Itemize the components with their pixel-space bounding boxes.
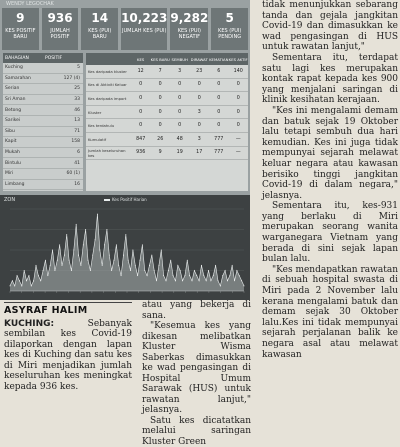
district-name: Limbang: [3, 182, 49, 187]
district-value: 16: [49, 182, 83, 187]
district-value: 158: [49, 139, 83, 144]
chart-data-point: [236, 270, 237, 271]
cluster-name: Jumlah keseluruhan kes: [86, 148, 131, 158]
chart-data-point: [222, 275, 223, 276]
column-header: KES AKTIF: [229, 57, 249, 62]
chart-data-point: [121, 275, 122, 276]
district-value: 5: [49, 65, 83, 70]
table-cell: 0: [150, 82, 170, 87]
stat-new-pui: [81, 8, 118, 50]
table-row: [3, 105, 83, 116]
table-cell: 0: [170, 96, 190, 101]
cluster-name: Kes daripada kluster: [86, 69, 131, 74]
chart-data-point: [95, 239, 96, 240]
lead-paragraph: [0, 319, 138, 393]
table-row: [86, 147, 248, 161]
chart-data-point: [213, 275, 214, 276]
district-name: Mukah: [3, 150, 49, 155]
chart-data-point: [17, 275, 18, 276]
column-header: KEMATIAN: [209, 57, 229, 62]
district-name: Betong: [3, 108, 49, 113]
chart-data-point: [54, 270, 55, 271]
chart-data-point: [92, 255, 93, 256]
table-row: [3, 169, 83, 180]
table-row: [3, 63, 83, 74]
district-value: 46: [49, 108, 83, 113]
chart-data-point: [173, 275, 174, 276]
chart-data-point: [99, 250, 100, 251]
covid-infographic: [0, 0, 250, 300]
chart-data-point: [85, 229, 86, 230]
table-cell: 0: [189, 82, 209, 87]
column-header: SEMBUH: [170, 57, 190, 62]
stat-value: 9,282: [170, 8, 208, 25]
stat-label: KES (PUI) PENDING: [211, 25, 248, 40]
paragraph: "Kes ini mengalami demam dan batuk sejak 19 Oktober lalu tetapi sembuh dua hari kemudian. Kes ini juga tidak mempunyai sejarah melawat keluar negara atau kawasan berisiko tinggi jangkitan Covid-19 di dalam negara," jelasnya.: [258, 106, 400, 201]
chart-data-point: [62, 265, 63, 266]
stat-label: KES (PUI) BARU: [81, 25, 118, 40]
chart-data-point: [140, 260, 141, 261]
paragraph: atau yang bekerja di sana.: [140, 300, 253, 321]
author-byline: ASYRAF HALIM: [0, 305, 138, 319]
district-name: Samarahan: [3, 76, 49, 81]
chart-data-point: [196, 275, 197, 276]
chart-data-point: [128, 260, 129, 261]
stat-pending-pui: [211, 8, 248, 50]
chart-data-point: [57, 260, 58, 261]
district-name: Kuching: [3, 65, 49, 70]
district-name: Sibu: [3, 129, 49, 134]
chart-data-point: [227, 280, 228, 281]
district-value: 25: [49, 86, 83, 91]
chart-data-point: [130, 270, 131, 271]
table-cell: 0: [150, 96, 170, 101]
chart-data-point: [43, 270, 44, 271]
chart-data-point: [50, 265, 51, 266]
stat-value: 14: [81, 8, 118, 25]
chart-data-point: [194, 270, 195, 271]
chart-data-point: [210, 280, 211, 281]
chart-data-point: [66, 234, 67, 235]
chart-data-point: [90, 270, 91, 271]
column-header: KES BARU: [150, 57, 170, 62]
chart-data-point: [125, 234, 126, 235]
table-cell: 3: [189, 110, 209, 115]
chart-data-point: [36, 265, 37, 266]
district-value: 13: [49, 118, 83, 123]
chart-data-point: [45, 260, 46, 261]
cluster-name: Kes daripada import: [86, 96, 131, 101]
stat-value: 5: [211, 8, 248, 25]
paragraph: "Kesemua kes yang dikesan melibatkan Kluster Wisma Saberkas dimasukkan ke wad pengasingan di Hospital Umum Sarawak (HUS) untuk rawatan lanjut," jelasnya.: [140, 321, 253, 416]
chart-data-point: [154, 270, 155, 271]
chart-data-point: [52, 250, 53, 251]
table-cell: 0: [209, 110, 229, 115]
table-row: [3, 84, 83, 95]
chart-data-point: [109, 255, 110, 256]
table-cell: 0: [170, 110, 190, 115]
table-cell: 0: [229, 110, 249, 115]
table-cell: 0: [229, 123, 249, 128]
paragraph: Sementara itu, kes-931 yang berlaku di Miri merupakan seorang wanita warganegara Vietnam yang berada di sini sejak lapan bulan lalu.: [258, 201, 400, 265]
dateline: KUCHING:: [4, 319, 54, 329]
chart-data-point: [123, 255, 124, 256]
chart-data-point: [19, 280, 20, 281]
chart-data-point: [73, 250, 74, 251]
chart-data-point: [187, 260, 188, 261]
table-cell: 3: [170, 69, 190, 74]
district-table-header: [3, 53, 83, 63]
table-cell: 0: [209, 82, 229, 87]
chart-data-point: [218, 280, 219, 281]
table-row: [86, 119, 248, 133]
table-cell: 140: [229, 69, 249, 74]
chart-data-point: [244, 285, 245, 286]
chart-data-point: [33, 280, 34, 281]
table-row: [86, 65, 248, 79]
district-name: Serian: [3, 86, 49, 91]
article-middle-column: [140, 300, 253, 400]
table-cell: 17: [189, 150, 209, 155]
chart-data-point: [232, 265, 233, 266]
chart-data-point: [241, 280, 242, 281]
paragraph: tidak menunjukkan sebarang tanda dan gejala jangkitan Covid-19 dan dimasukkan ke wad pengasingan di HUS untuk rawatan lanjut,": [258, 0, 400, 53]
stat-value: 10,223: [121, 8, 167, 25]
chart-data-point: [80, 265, 81, 266]
chart-data-point: [31, 285, 32, 286]
chart-series-area: [10, 214, 244, 291]
table-cell: 23: [189, 69, 209, 74]
district-value: 127 (4): [49, 76, 83, 81]
article-lead-column: [0, 302, 138, 400]
table-cell: 0: [131, 110, 151, 115]
chart-data-point: [116, 244, 117, 245]
chart-data-point: [137, 275, 138, 276]
stat-negative-pui: [170, 8, 208, 50]
table-cell: 0: [189, 123, 209, 128]
table-cell: 48: [170, 137, 190, 142]
chart-data-point: [40, 280, 41, 281]
chart-data-point: [114, 260, 115, 261]
chart-data-point: [161, 250, 162, 251]
table-row: [3, 74, 83, 85]
chart-data-point: [206, 280, 207, 281]
table-cell: 0: [170, 123, 190, 128]
cluster-table-header: [86, 53, 248, 65]
chart-canvas: [0, 195, 250, 300]
chart-data-point: [180, 270, 181, 271]
chart-data-point: [144, 270, 145, 271]
table-cell: 0: [150, 123, 170, 128]
chart-data-point: [215, 265, 216, 266]
infographic-source: WENDY LEGOCHAK: [6, 1, 54, 7]
column-header: BAHAGIAN: [3, 56, 43, 61]
column-header: DIRAWAT: [189, 57, 209, 62]
table-cell: 0: [131, 123, 151, 128]
paragraph: "Kes mendapatkan rawatan di sebuah hospital swasta di Miri pada 2 November lalu kerana mengalami batuk dan demam sejak 30 Oktober lalu.Kes ini tidak mempunyai sejarah perjalanan balik ke negara asal atau melawat kawasan: [258, 265, 400, 360]
table-row: [3, 127, 83, 138]
table-cell: 26: [150, 137, 170, 142]
chart-data-point: [38, 275, 39, 276]
chart-data-point: [88, 260, 89, 261]
district-rows: [3, 63, 83, 190]
table-cell: 0: [150, 110, 170, 115]
chart-data-point: [175, 280, 176, 281]
chart-data-point: [147, 275, 148, 276]
chart-data-point: [239, 275, 240, 276]
stat-label: KES (PUI) NEGATIF: [170, 25, 208, 40]
chart-data-point: [69, 260, 70, 261]
district-name: Sarikei: [3, 118, 49, 123]
chart-data-point: [12, 280, 13, 281]
table-cell: 0: [170, 82, 190, 87]
chart-data-point: [199, 280, 200, 281]
table-cell: 777: [209, 150, 229, 155]
table-row: [86, 133, 248, 147]
table-cell: —: [229, 137, 249, 142]
chart-data-point: [132, 250, 133, 251]
table-cell: 777: [209, 137, 229, 142]
table-row: [86, 106, 248, 120]
cluster-name: Kluster: [86, 110, 131, 115]
chart-data-point: [163, 275, 164, 276]
chart-legend: Kes Positif Harian: [112, 197, 147, 202]
chart-data-point: [156, 280, 157, 281]
chart-data-point: [229, 275, 230, 276]
chart-data-point: [78, 255, 79, 256]
table-cell: 0: [131, 96, 151, 101]
chart-data-point: [104, 244, 105, 245]
stat-total-positive: [42, 8, 79, 50]
chart-data-point: [102, 265, 103, 266]
chart-data-point: [192, 280, 193, 281]
chart-data-point: [59, 244, 60, 245]
column-header: POSITIF: [43, 56, 83, 61]
chart-data-point: [14, 285, 15, 286]
chart-data-point: [182, 280, 183, 281]
table-row: [86, 79, 248, 93]
table-cell: 19: [170, 150, 190, 155]
chart-data-point: [135, 265, 136, 266]
article-right-column: [258, 0, 400, 400]
district-name: Bintulu: [3, 161, 49, 166]
chart-data-point: [106, 229, 107, 230]
paragraph: Satu kes dicatatkan melalui saringan Kluster Green: [140, 416, 253, 447]
district-value: 41: [49, 161, 83, 166]
chart-data-point: [234, 280, 235, 281]
chart-data-point: [166, 280, 167, 281]
table-row: [86, 92, 248, 106]
column-header: KES: [131, 57, 151, 62]
chart-data-point: [10, 285, 11, 286]
district-name: Sri Aman: [3, 97, 49, 102]
chart-data-point: [170, 260, 171, 261]
chart-data-point: [184, 275, 185, 276]
table-cell: 3: [189, 137, 209, 142]
table-cell: —: [229, 150, 249, 155]
stat-total-pui: [121, 8, 167, 50]
chart-data-point: [149, 265, 150, 266]
chart-data-point: [64, 255, 65, 256]
table-row: [3, 158, 83, 169]
table-cell: 0: [189, 96, 209, 101]
chart-data-point: [118, 265, 119, 266]
table-cell: 0: [131, 82, 151, 87]
stat-label: KES POSITIF BARU: [2, 25, 39, 40]
table-cell: 0: [229, 82, 249, 87]
chart-data-point: [24, 270, 25, 271]
chart-data-point: [83, 244, 84, 245]
cluster-rows: [86, 65, 248, 160]
district-value: 60 (1): [49, 171, 83, 176]
chart-zone-label: ZON: [4, 197, 15, 203]
daily-cases-chart: [0, 195, 250, 300]
chart-data-point: [158, 265, 159, 266]
chart-data-point: [177, 265, 178, 266]
chart-data-point: [76, 224, 77, 225]
stat-new-positive: [2, 8, 39, 50]
table-row: [3, 180, 83, 191]
chart-data-point: [47, 275, 48, 276]
section-rule: [4, 302, 132, 303]
chart-data-point: [71, 270, 72, 271]
table-cell: 0: [209, 96, 229, 101]
chart-data-point: [97, 214, 98, 215]
chart-data-point: [168, 270, 169, 271]
district-name: Miri: [3, 171, 49, 176]
stat-label: JUMLAH POSITIF: [42, 25, 79, 40]
district-value: 71: [49, 129, 83, 134]
cluster-table: [86, 53, 248, 191]
chart-data-point: [21, 285, 22, 286]
table-row: [3, 148, 83, 159]
stat-value: 936: [42, 8, 79, 25]
chart-data-point: [189, 275, 190, 276]
table-cell: 847: [131, 137, 151, 142]
chart-data-point: [111, 270, 112, 271]
table-row: [3, 137, 83, 148]
district-table: [3, 53, 83, 191]
chart-data-point: [151, 255, 152, 256]
stat-value: 9: [2, 8, 39, 25]
cluster-name: Kes terdahulu: [86, 123, 131, 128]
district-name: Kapit: [3, 139, 49, 144]
chart-data-point: [201, 265, 202, 266]
paragraph: Sementara itu, terdapat satu lagi kes merupakan kontak rapat kepada kes 900 yang menjalani saringan di klinik kesihatan kerajaan.: [258, 53, 400, 106]
cluster-name: Kes di Aktiviti Keluar: [86, 82, 131, 87]
chart-data-point: [208, 270, 209, 271]
district-value: 6: [49, 150, 83, 155]
chart-legend-swatch: [104, 199, 110, 201]
chart-data-point: [225, 270, 226, 271]
chart-data-point: [26, 280, 27, 281]
table-cell: 0: [229, 96, 249, 101]
stat-label: JUMLAH KES (PUI): [121, 25, 167, 34]
lead-text: Sebanyak sembilan kes Covid-19 dilaporkan dengan lapan kes di Kuching dan satu kes di Miri menjadikan jumlah keseluruhan kes meningkat kepada 936 kes.: [4, 319, 132, 392]
table-cell: 6: [209, 69, 229, 74]
table-row: [3, 116, 83, 127]
table-cell: 936: [131, 150, 151, 155]
table-row: [3, 95, 83, 106]
table-cell: 0: [209, 123, 229, 128]
chart-data-point: [28, 275, 29, 276]
table-cell: 9: [150, 150, 170, 155]
table-cell: 7: [150, 69, 170, 74]
chart-data-point: [203, 275, 204, 276]
chart-data-point: [220, 285, 221, 286]
chart-data-point: [142, 244, 143, 245]
cluster-name: Kumulatif: [86, 137, 131, 142]
district-value: 33: [49, 97, 83, 102]
table-cell: 12: [131, 69, 151, 74]
stats-row: [0, 8, 250, 50]
